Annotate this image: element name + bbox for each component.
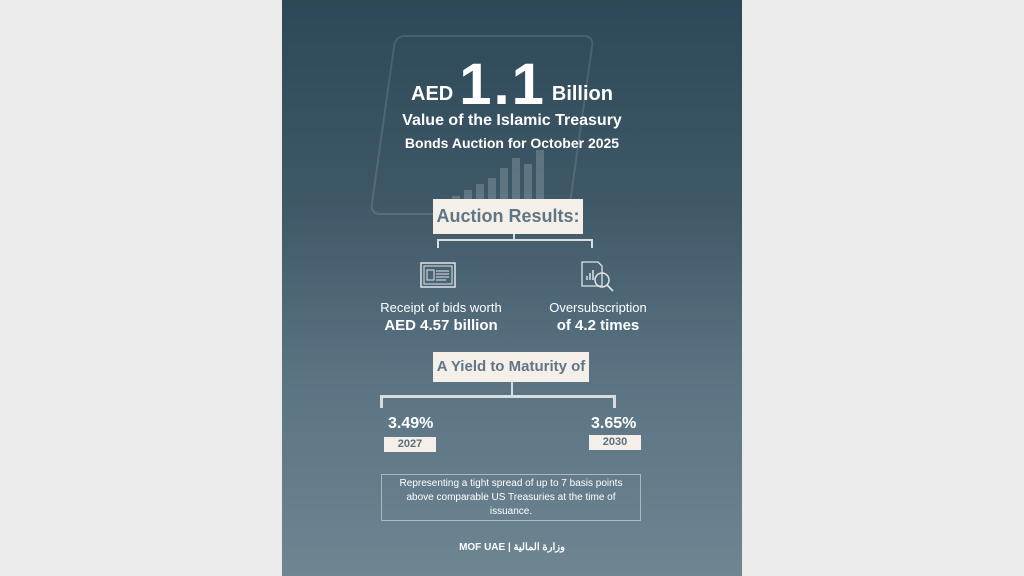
oversubscription-label: Oversubscription [549, 300, 647, 315]
yield-2027-pct: 3.49% [388, 415, 434, 432]
yield-2027-year: 2027 [384, 437, 436, 452]
headline-line2: Bonds Auction for October 2025 [404, 135, 620, 151]
connector [380, 395, 383, 408]
bond-certificate-icon [420, 262, 456, 288]
report-magnifier-icon [580, 260, 616, 294]
headline-amount: 1.1 [459, 52, 546, 117]
connector [511, 382, 513, 396]
headline [282, 52, 742, 119]
yield-title: A Yield to Maturity of [433, 352, 589, 382]
auction-results-title: Auction Results: [433, 199, 583, 234]
infographic-poster [282, 0, 742, 576]
connector [613, 395, 616, 408]
headline-prefix: AED [411, 83, 454, 105]
headline-line1: Value of the Islamic Treasury [402, 112, 622, 129]
headline-suffix: Billion [551, 83, 613, 105]
connector [437, 239, 593, 241]
bids-label: Receipt of bids worth [380, 300, 502, 315]
yield-2030-year: 2030 [589, 435, 641, 450]
oversubscription-value: of 4.2 times [556, 317, 640, 334]
footer-brand: MOF UAE | وزارة المالية [459, 542, 565, 553]
bids-value: AED 4.57 billion [384, 317, 498, 334]
connector [380, 395, 616, 398]
connector [437, 239, 439, 248]
connector [591, 239, 593, 248]
spread-note: Representing a tight spread of up to 7 basis points above comparable US Treasuries at the time of issuance. [381, 474, 641, 521]
yield-2030-pct: 3.65% [591, 415, 637, 432]
